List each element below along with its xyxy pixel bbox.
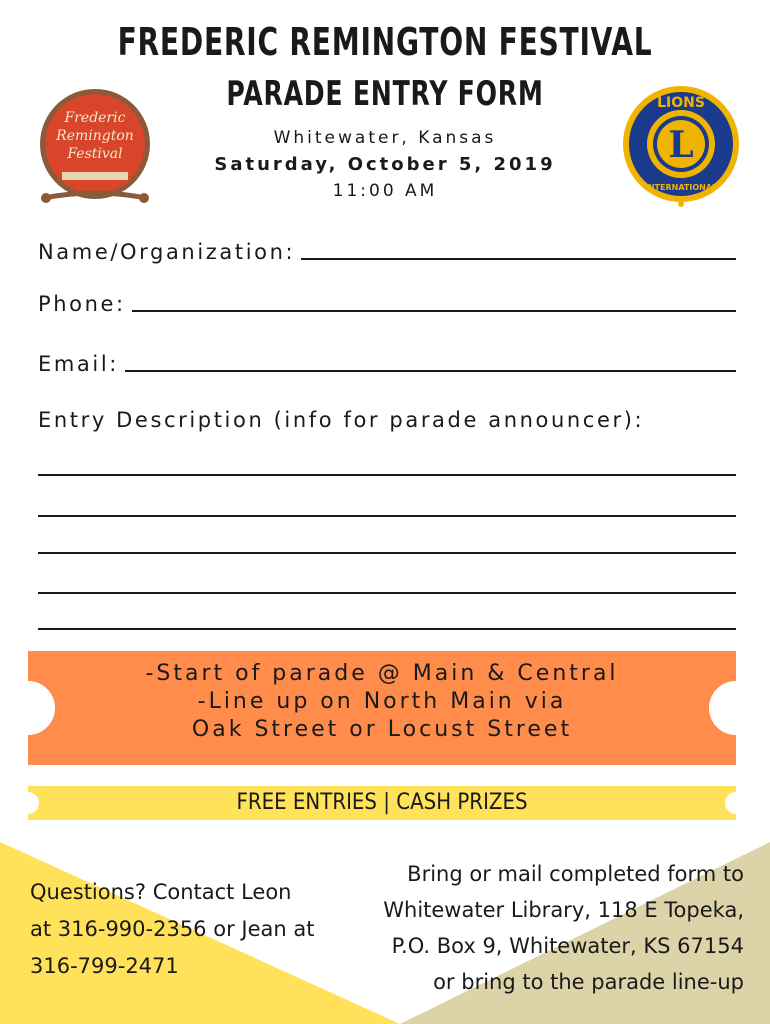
phone-label: Phone: [38, 292, 126, 316]
phone-field[interactable] [38, 286, 736, 316]
festival-logo-line1: Frederic [64, 110, 126, 126]
lions-logo-top: LIONS [657, 95, 705, 111]
lions-logo-letter: L [668, 124, 694, 166]
contact-line1: Questions? Contact Leon [30, 880, 292, 904]
email-line[interactable] [125, 370, 736, 372]
event-date: Saturday, October 5, 2019 [214, 154, 556, 175]
contact-info [30, 874, 350, 985]
festival-logo-line3: Festival [67, 146, 123, 162]
description-line-4[interactable] [38, 592, 736, 594]
description-line-5[interactable] [38, 628, 736, 630]
contact-line3: 316-799-2471 [30, 954, 179, 978]
email-label: Email: [38, 352, 119, 376]
lions-logo [616, 82, 746, 212]
parade-info-line1: -Start of parade @ Main & Central [145, 661, 619, 686]
contact-line2: at 316-990-2356 or Jean at [30, 917, 315, 941]
parade-info-line2: -Line up on North Main via [197, 689, 567, 714]
description-line-3[interactable] [38, 552, 736, 554]
form-title: PARADE ENTRY FORM [226, 74, 544, 114]
parade-info-text [28, 660, 736, 744]
prizes-banner-text: FREE ENTRIES | CASH PRIZES [236, 790, 528, 815]
name-organization-field[interactable] [38, 234, 736, 264]
name-organization-line[interactable] [301, 258, 736, 260]
entry-description-label: Entry Description (info for parade announcer): [38, 408, 645, 432]
parade-info-line3: Oak Street or Locust Street [191, 717, 573, 742]
mail-line3: P.O. Box 9, Whitewater, KS 67154 [391, 934, 744, 958]
festival-logo [36, 86, 154, 216]
mail-line1: Bring or mail completed form to [407, 862, 744, 886]
mail-line4: or bring to the parade line-up [433, 970, 744, 994]
festival-logo-line2: Remington [56, 128, 134, 144]
name-organization-label: Name/Organization: [38, 240, 296, 264]
mail-line2: Whitewater Library, 118 E Topeka, [383, 898, 744, 922]
email-field[interactable] [38, 346, 736, 376]
mail-instructions [324, 856, 744, 1000]
phone-line[interactable] [132, 310, 736, 312]
description-line-1[interactable] [38, 474, 736, 476]
lions-logo-bottom: INTERNATIONAL [644, 183, 718, 192]
description-line-2[interactable] [38, 515, 736, 517]
event-time: 11:00 AM [332, 181, 438, 201]
event-location: Whitewater, Kansas [273, 128, 497, 148]
festival-title: FREDERIC REMINGTON FESTIVAL [117, 20, 653, 64]
